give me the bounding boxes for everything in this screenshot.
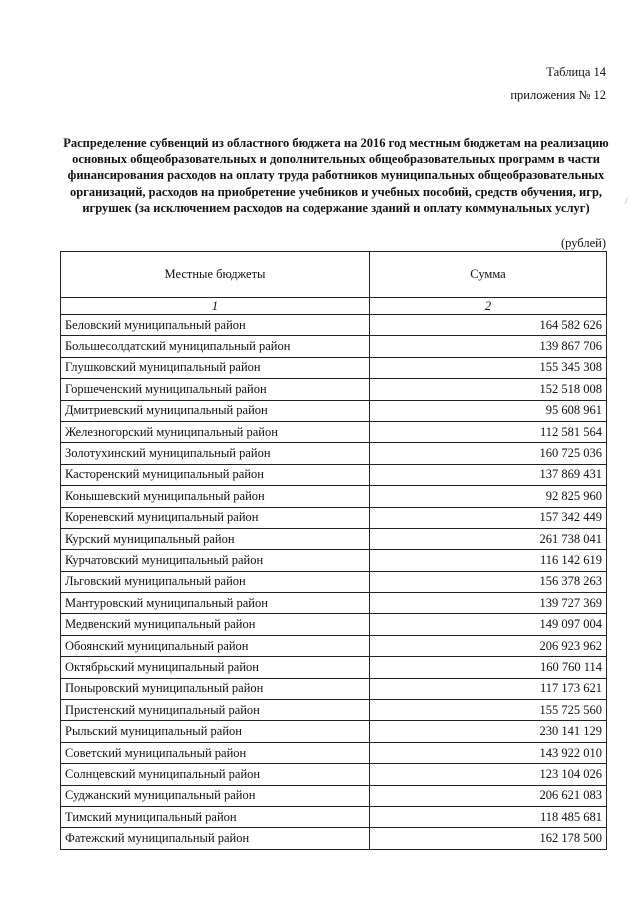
table-row: [61, 379, 607, 400]
amount-cell: 116 142 619: [370, 550, 607, 571]
budget-name-cell: Касторенский муниципальный район: [61, 464, 370, 485]
table-row: [61, 315, 607, 336]
amount-cell: 149 097 004: [370, 614, 607, 635]
table-row: [61, 400, 607, 421]
amount-cell: 137 869 431: [370, 464, 607, 485]
table-row: [61, 528, 607, 549]
table-row: [61, 657, 607, 678]
amount-cell: 123 104 026: [370, 764, 607, 785]
amount-cell: 112 581 564: [370, 421, 607, 442]
budget-name-cell: Глушковский муниципальный район: [61, 357, 370, 378]
amount-cell: 162 178 500: [370, 828, 607, 849]
scan-mark: /: [625, 196, 628, 207]
budget-name-cell: Тимский муниципальный район: [61, 806, 370, 827]
amount-cell: 261 738 041: [370, 528, 607, 549]
amount-cell: 152 518 008: [370, 379, 607, 400]
budget-name-cell: Поныровский муниципальный район: [61, 678, 370, 699]
budget-name-cell: Дмитриевский муниципальный район: [61, 400, 370, 421]
table-row: [61, 421, 607, 442]
table-row: [61, 806, 607, 827]
table-row: [61, 742, 607, 763]
amount-cell: 95 608 961: [370, 400, 607, 421]
budget-name-cell: Железногорский муниципальный район: [61, 421, 370, 442]
budget-name-cell: Советский муниципальный район: [61, 742, 370, 763]
budget-name-cell: Суджанский муниципальный район: [61, 785, 370, 806]
amount-cell: 160 760 114: [370, 657, 607, 678]
units-label: (рублей): [560, 236, 606, 250]
budget-name-cell: Большесолдатский муниципальный район: [61, 336, 370, 357]
table-header-row: [61, 252, 607, 298]
table-row: [61, 464, 607, 485]
amount-cell: 139 727 369: [370, 593, 607, 614]
budget-name-cell: Обоянский муниципальный район: [61, 635, 370, 656]
table-row: [61, 700, 607, 721]
column-number-row: [61, 298, 607, 315]
header-amount: Сумма: [370, 252, 607, 298]
amount-cell: 155 725 560: [370, 700, 607, 721]
amount-cell: 156 378 263: [370, 571, 607, 592]
table-row: [61, 785, 607, 806]
budget-name-cell: Горшеченский муниципальный район: [61, 379, 370, 400]
amount-cell: 230 141 129: [370, 721, 607, 742]
budget-name-cell: Конышевский муниципальный район: [61, 486, 370, 507]
amount-cell: 206 621 083: [370, 785, 607, 806]
amount-cell: 118 485 681: [370, 806, 607, 827]
table-row: [61, 550, 607, 571]
budget-name-cell: Льговский муниципальный район: [61, 571, 370, 592]
amount-cell: 164 582 626: [370, 315, 607, 336]
amount-cell: 157 342 449: [370, 507, 607, 528]
budget-name-cell: Курчатовский муниципальный район: [61, 550, 370, 571]
amount-cell: 160 725 036: [370, 443, 607, 464]
budget-table: [60, 251, 607, 850]
amount-cell: 206 923 962: [370, 635, 607, 656]
budget-name-cell: Медвенский муниципальный район: [61, 614, 370, 635]
budget-name-cell: Фатежский муниципальный район: [61, 828, 370, 849]
budget-name-cell: Беловский муниципальный район: [61, 315, 370, 336]
amount-cell: 155 345 308: [370, 357, 607, 378]
column-number-1: 1: [61, 298, 370, 315]
table-row: [61, 357, 607, 378]
budget-name-cell: Кореневский муниципальный район: [61, 507, 370, 528]
table-row: [61, 507, 607, 528]
table-row: [61, 764, 607, 785]
table-row: [61, 593, 607, 614]
table-row: [61, 678, 607, 699]
table-row: [61, 828, 607, 849]
amount-cell: 139 867 706: [370, 336, 607, 357]
table-row: [61, 443, 607, 464]
table-row: [61, 571, 607, 592]
amount-cell: 143 922 010: [370, 742, 607, 763]
budget-name-cell: Курский муниципальный район: [61, 528, 370, 549]
budget-name-cell: Октябрьский муниципальный район: [61, 657, 370, 678]
budget-name-cell: Солнцевский муниципальный район: [61, 764, 370, 785]
budget-name-cell: Пристенский муниципальный район: [61, 700, 370, 721]
header-local-budgets: Местные бюджеты: [61, 252, 370, 298]
column-number-2: 2: [370, 298, 607, 315]
amount-cell: 117 173 621: [370, 678, 607, 699]
table-row: [61, 336, 607, 357]
budget-name-cell: Золотухинский муниципальный район: [61, 443, 370, 464]
document-title: Распределение субвенций из областного бюджета на 2016 год местным бюджетам на реализацию основных общеобразовательных и дополнительных общеобразовательных программ в части финансирования расходов на оплату труда работников муниципальных общеобразовательных организаций, расходов на приобретение учебников и учебных пособий, средств обучения, игр, игрушек (за исключением расходов на содержание зданий и оплату коммунальных услуг): [63, 136, 609, 215]
table-reference: Таблица 14: [546, 65, 606, 79]
table-row: [61, 635, 607, 656]
budget-name-cell: Мантуровский муниципальный район: [61, 593, 370, 614]
appendix-reference: приложения № 12: [510, 88, 606, 102]
table-row: [61, 614, 607, 635]
table-row: [61, 486, 607, 507]
table-row: [61, 721, 607, 742]
budget-name-cell: Рыльский муниципальный район: [61, 721, 370, 742]
amount-cell: 92 825 960: [370, 486, 607, 507]
